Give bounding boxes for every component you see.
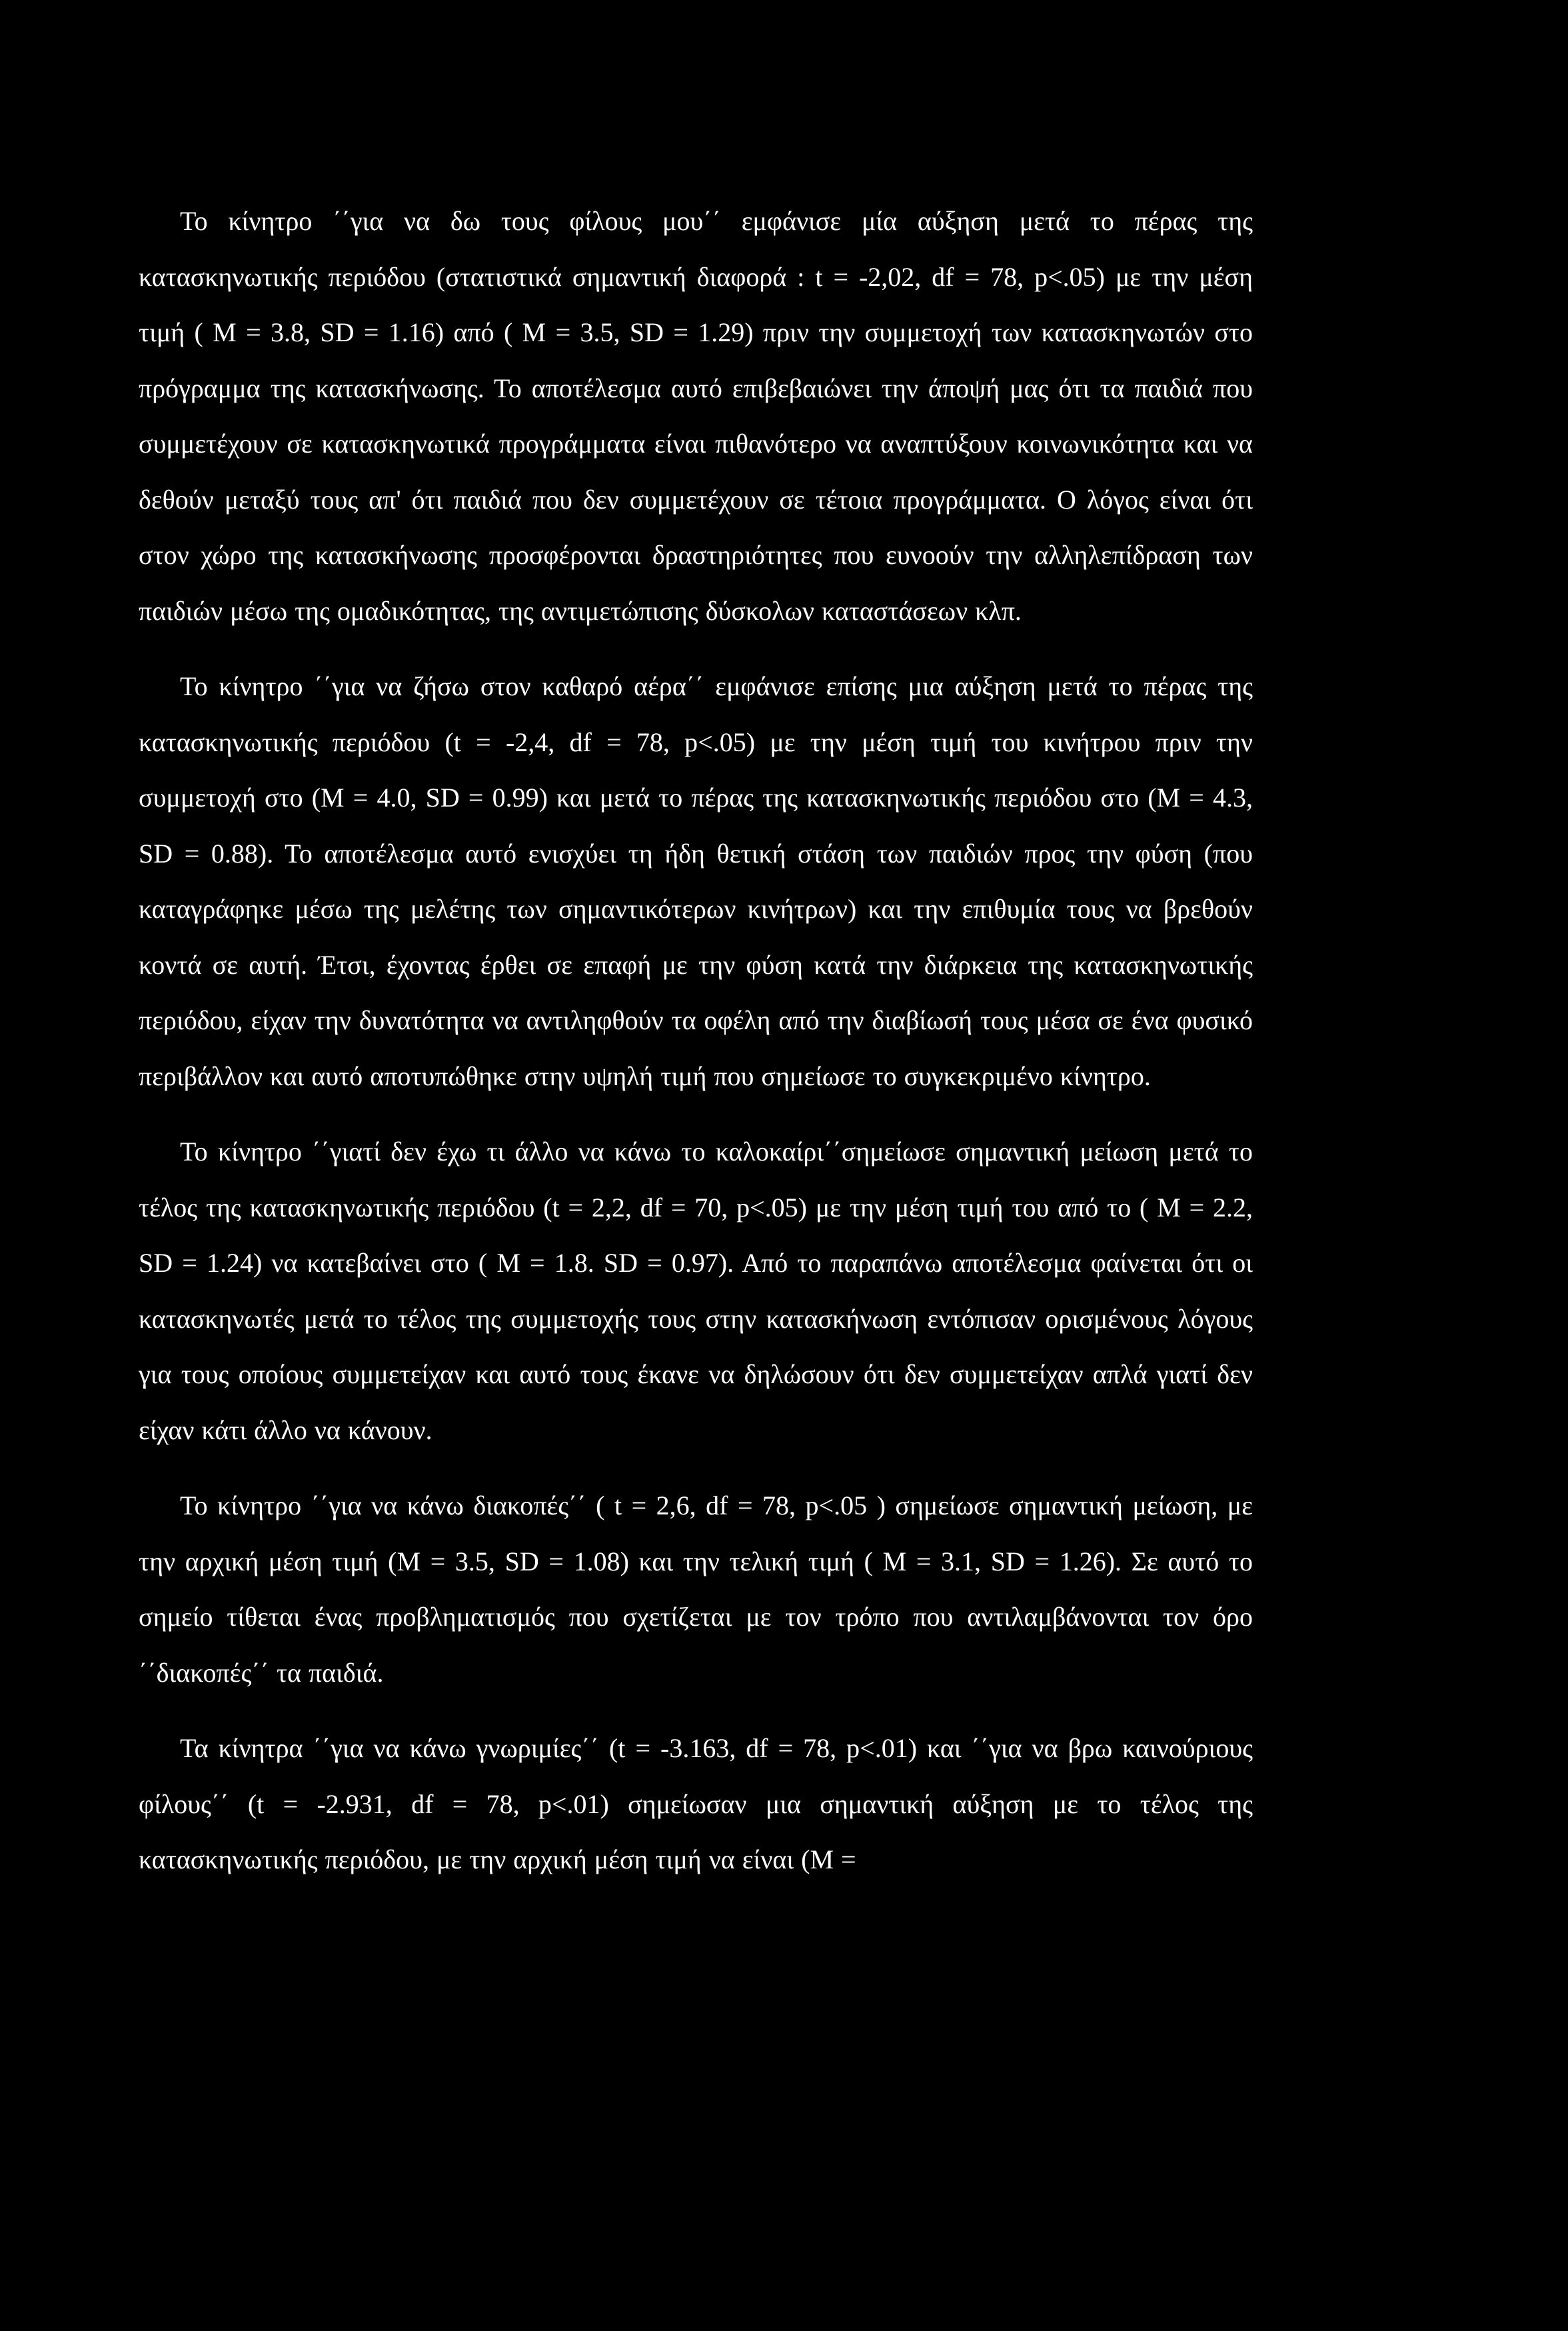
paragraph-acquaintances-motive: Τα κίνητρα ΄΄για να κάνω γνωριμίες΄΄ (t = -3.163, df = 78, p<.01) και ΄΄για να βρω καινούριους φίλους΄΄ (t = -2.931, df = 78, p<.01) σημείωσαν μια σημαντική αύξηση με το τέλος της κατασκηνωτικής περιόδου, με την αρχική μέση τιμή να είναι (M = <box>139 1733 1253 1874</box>
paragraph-camp-friends-motive: Το κίνητρο ΄΄για να δω τους φίλους μου΄΄ εμφάνισε μία αύξηση μετά το πέρας της κατασκηνωτικής περιόδου (στατιστικά σημαντική διαφορά : t = -2,02, df = 78, p<.05) με την μέση τιμή ( M = 3.8, SD = 1.16) από ( M = 3.5, SD = 1.29) πριν την συμμετοχή των κατασκηνωτών στο πρόγραμμα της κατασκήνωσης. Το αποτέλεσμα αυτό επιβεβαιώνει την άποψή μας ότι τα παιδιά που συμμετέχουν σε κατασκηνωτικά προγράμματα είναι πιθανότερο να αναπτύξουν κοινωνικότητα και να δεθούν μεταξύ τους απ' ότι παιδιά που δεν συμμετέχουν σε τέτοια προγράμματα. Ο λόγος είναι ότι στον χώρο της κατασκήνωσης προσφέρονται δραστηριότητες που ευνοούν την αλληλεπίδραση των παιδιών μέσω της ομαδικότητας, της αντιμετώπισης δύσκολων καταστάσεων κλπ. <box>139 206 1253 626</box>
paragraph-fresh-air-motive: Το κίνητρο ΄΄για να ζήσω στον καθαρό αέρα΄΄ εμφάνισε επίσης μια αύξηση μετά το πέρας της κατασκηνωτικής περιόδου (t = -2,4, df = 78, p<.05) με την μέση τιμή του κινήτρου πριν την συμμετοχή στο (M = 4.0, SD = 0.99) και μετά το πέρας της κατασκηνωτικής περιόδου στο (M = 4.3, SD = 0.88). Το αποτέλεσμα αυτό ενισχύει τη ήδη θετική στάση των παιδιών προς την φύση (που καταγράφηκε μέσω της μελέτης των σημαντικότερων κινήτρων) και την επιθυμία τους να βρεθούν κοντά σε αυτή. Έτσι, έχοντας έρθει σε επαφή με την φύση κατά την διάρκεια της κατασκηνωτικής περιόδου, είχαν την δυνατότητα να αντιληφθούν τα οφέλη από την διαβίωσή τους μέσα σε ένα φυσικό περιβάλλον και αυτό αποτυπώθηκε στην υψηλή τιμή που σημείωσε το συγκεκριμένο κίνητρο. <box>139 671 1253 1091</box>
document-body <box>139 193 1253 1888</box>
paragraph-vacation-motive: Το κίνητρο ΄΄για να κάνω διακοπές΄΄ ( t = 2,6, df = 78, p<.05 ) σημείωσε σημαντική μείωση, με την αρχική μέση τιμή (M = 3.5, SD = 1.08) και την τελική τιμή ( M = 3.1, SD = 1.26). Σε αυτό το σημείο τίθεται ένας προβληματισμός που σχετίζεται με τον τρόπο που αντιλαμβάνονται τον όρο ΄΄διακοπές΄΄ τα παιδιά. <box>139 1490 1253 1688</box>
paragraph-nothing-else-motive: Το κίνητρο ΄΄γιατί δεν έχω τι άλλο να κάνω το καλοκαίρι΄΄σημείωσε σημαντική μείωση μετά το τέλος της κατασκηνωτικής περιόδου (t = 2,2, df = 70, p<.05) με την μέση τιμή του από το ( M = 2.2, SD = 1.24) να κατεβαίνει στο ( M = 1.8. SD = 0.97). Από το παραπάνω αποτέλεσμα φαίνεται ότι οι κατασκηνωτές μετά το τέλος της συμμετοχής τους στην κατασκήνωση εντόπισαν ορισμένους λόγους για τους οποίους συμμετείχαν και αυτό τους έκανε να δηλώσουν ότι δεν συμμετείχαν απλά γιατί δεν είχαν κάτι άλλο να κάνουν. <box>139 1137 1253 1445</box>
